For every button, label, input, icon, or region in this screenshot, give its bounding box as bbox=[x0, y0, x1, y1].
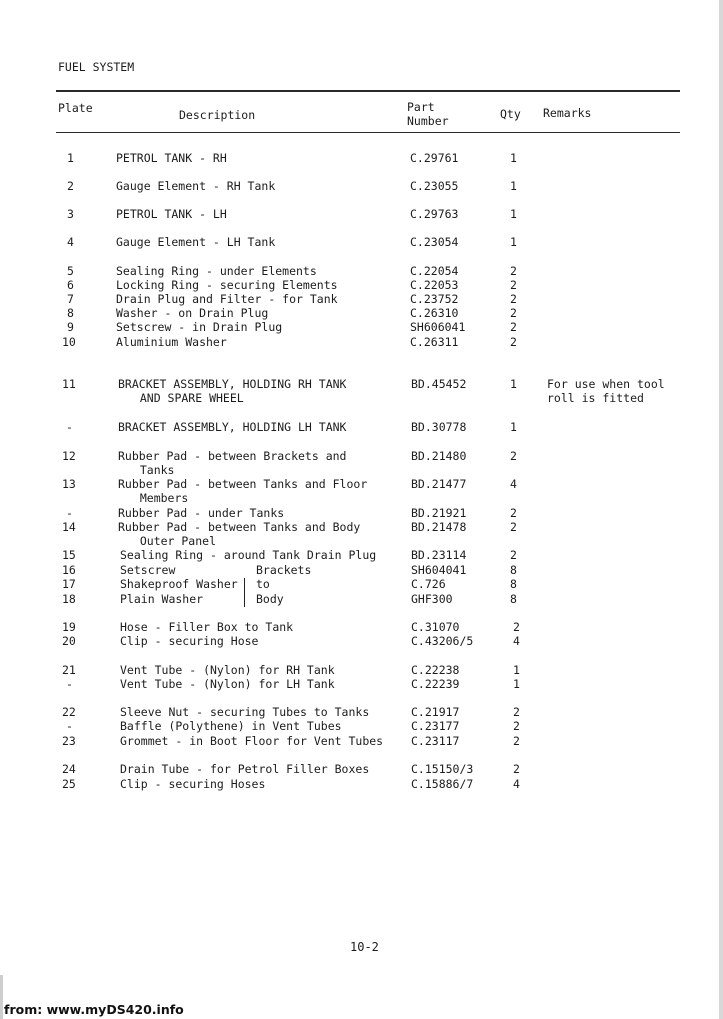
plate-number: 11 bbox=[62, 377, 76, 391]
header-top-rule bbox=[56, 90, 680, 92]
part-number: C.22239 bbox=[411, 677, 460, 691]
part-description: Gauge Element - LH Tank bbox=[116, 235, 276, 249]
quantity: 4 bbox=[513, 634, 520, 648]
part-description: Hose - Filler Box to Tank bbox=[120, 620, 294, 634]
part-description: Rubber Pad - under Tanks bbox=[118, 506, 285, 520]
part-description: Sleeve Nut - securing Tubes to Tanks bbox=[120, 705, 370, 719]
quantity: 1 bbox=[513, 677, 520, 691]
part-description: BRACKET ASSEMBLY, HOLDING RH TANK bbox=[118, 377, 347, 391]
plate-number: 5 bbox=[67, 264, 74, 278]
plate-number: 22 bbox=[62, 705, 76, 719]
part-description: Gauge Element - RH Tank bbox=[116, 179, 276, 193]
plate-number: 2 bbox=[67, 179, 74, 193]
part-description: Washer - on Drain Plug bbox=[116, 306, 269, 320]
section-title: FUEL SYSTEM bbox=[58, 60, 135, 74]
part-number: BD.23114 bbox=[411, 548, 467, 562]
part-number: BD.21477 bbox=[411, 477, 467, 491]
part-number: C.23117 bbox=[411, 734, 460, 748]
part-number: C.22053 bbox=[410, 278, 459, 292]
header-bottom-rule bbox=[56, 132, 680, 133]
quantity: 2 bbox=[510, 278, 517, 292]
quantity: 2 bbox=[510, 449, 517, 463]
plate-number: 8 bbox=[67, 306, 74, 320]
part-number: SH604041 bbox=[411, 563, 467, 577]
header-description: Description bbox=[179, 108, 256, 122]
quantity: 2 bbox=[510, 320, 517, 334]
quantity: 2 bbox=[510, 306, 517, 320]
part-number: BD.45452 bbox=[411, 377, 467, 391]
plate-number: 13 bbox=[62, 477, 76, 491]
quantity: 2 bbox=[513, 734, 520, 748]
quantity: 2 bbox=[510, 264, 517, 278]
quantity: 2 bbox=[513, 762, 520, 776]
remarks-cont: roll is fitted bbox=[547, 391, 644, 405]
header-remarks: Remarks bbox=[543, 106, 592, 120]
plate-number: 19 bbox=[62, 620, 76, 634]
plate-number: - bbox=[66, 677, 73, 691]
plate-number: - bbox=[66, 719, 73, 733]
source-footer: from: www.myDS420.info bbox=[4, 1002, 184, 1017]
part-description: Grommet - in Boot Floor for Vent Tubes bbox=[120, 734, 384, 748]
plate-number: 6 bbox=[67, 278, 74, 292]
plate-number: 14 bbox=[62, 520, 76, 534]
quantity: 2 bbox=[513, 705, 520, 719]
part-number: C.23752 bbox=[410, 292, 459, 306]
quantity: 2 bbox=[510, 292, 517, 306]
part-description: Baffle (Polythene) in Vent Tubes bbox=[120, 719, 342, 733]
part-description: Plain Washer bbox=[120, 592, 204, 606]
plate-number: 3 bbox=[67, 207, 74, 221]
plate-number: 4 bbox=[67, 235, 74, 249]
part-description-cont: Tanks bbox=[126, 463, 175, 477]
part-description: Sealing Ring - around Tank Drain Plug bbox=[120, 548, 377, 562]
part-description: Sealing Ring - under Elements bbox=[116, 264, 317, 278]
plate-number: 7 bbox=[67, 292, 74, 306]
header-qty: Qty bbox=[500, 107, 521, 121]
plate-number: 9 bbox=[67, 320, 74, 334]
part-description: Shakeproof Washer bbox=[120, 577, 238, 591]
part-description: Rubber Pad - between Tanks and Floor bbox=[118, 477, 368, 491]
header-part: Part bbox=[407, 100, 435, 114]
part-description: Rubber Pad - between Brackets and bbox=[118, 449, 347, 463]
part-description: Vent Tube - (Nylon) for LH Tank bbox=[120, 677, 335, 691]
part-description-cont: Members bbox=[126, 491, 189, 505]
quantity: 1 bbox=[510, 420, 517, 434]
part-number: C.29761 bbox=[410, 151, 459, 165]
part-description-bracket: Brackets bbox=[256, 563, 312, 577]
quantity: 1 bbox=[510, 235, 517, 249]
plate-number: 24 bbox=[62, 762, 76, 776]
part-description: PETROL TANK - RH bbox=[116, 151, 227, 165]
quantity: 2 bbox=[510, 548, 517, 562]
part-number: C.15886/7 bbox=[411, 777, 474, 791]
part-number: C.22238 bbox=[411, 663, 460, 677]
plate-number: 1 bbox=[67, 151, 74, 165]
quantity: 4 bbox=[510, 477, 517, 491]
page-number: 10-2 bbox=[350, 940, 379, 954]
header-number: Number bbox=[407, 114, 449, 128]
bracket-divider bbox=[244, 578, 245, 607]
part-number: C.26311 bbox=[410, 335, 459, 349]
part-number: C.15150/3 bbox=[411, 762, 474, 776]
remarks: For use when tool bbox=[547, 377, 665, 391]
quantity: 1 bbox=[513, 663, 520, 677]
quantity: 1 bbox=[510, 207, 517, 221]
part-number: BD.21480 bbox=[411, 449, 467, 463]
header-plate: Plate bbox=[58, 101, 93, 115]
part-description-bracket: to bbox=[256, 577, 270, 591]
part-description: Clip - securing Hoses bbox=[120, 777, 266, 791]
quantity: 8 bbox=[510, 563, 517, 577]
part-description-bracket: Body bbox=[256, 592, 284, 606]
plate-number: - bbox=[66, 420, 73, 434]
plate-number: 10 bbox=[62, 335, 76, 349]
part-number: C.26310 bbox=[410, 306, 459, 320]
part-description: BRACKET ASSEMBLY, HOLDING LH TANK bbox=[118, 420, 347, 434]
part-number: BD.21478 bbox=[411, 520, 467, 534]
part-number: C.23055 bbox=[410, 179, 459, 193]
quantity: 2 bbox=[513, 719, 520, 733]
part-number: C.23054 bbox=[410, 235, 459, 249]
quantity: 8 bbox=[510, 577, 517, 591]
scan-edge bbox=[719, 0, 723, 1019]
part-description-cont: AND SPARE WHEEL bbox=[126, 391, 244, 405]
plate-number: 18 bbox=[62, 592, 76, 606]
part-description: Drain Plug and Filter - for Tank bbox=[116, 292, 338, 306]
plate-number: 15 bbox=[62, 548, 76, 562]
part-description: Drain Tube - for Petrol Filler Boxes bbox=[120, 762, 370, 776]
quantity: 2 bbox=[510, 506, 517, 520]
part-number: C.43206/5 bbox=[411, 634, 474, 648]
plate-number: 25 bbox=[62, 777, 76, 791]
part-number: C.726 bbox=[411, 577, 446, 591]
part-number: BD.21921 bbox=[411, 506, 467, 520]
part-description: Rubber Pad - between Tanks and Body bbox=[118, 520, 361, 534]
quantity: 2 bbox=[513, 620, 520, 634]
part-number: C.23177 bbox=[411, 719, 460, 733]
part-description: PETROL TANK - LH bbox=[116, 207, 227, 221]
part-number: C.22054 bbox=[410, 264, 459, 278]
quantity: 2 bbox=[510, 335, 517, 349]
plate-number: 21 bbox=[62, 663, 76, 677]
scan-edge-left bbox=[0, 975, 3, 1019]
part-description: Aluminium Washer bbox=[116, 335, 227, 349]
part-description-cont: Outer Panel bbox=[126, 534, 217, 548]
quantity: 1 bbox=[510, 179, 517, 193]
plate-number: 16 bbox=[62, 563, 76, 577]
quantity: 1 bbox=[510, 151, 517, 165]
part-number: GHF300 bbox=[411, 592, 453, 606]
part-number: C.31070 bbox=[411, 620, 460, 634]
quantity: 1 bbox=[510, 377, 517, 391]
part-number: SH606041 bbox=[410, 320, 466, 334]
part-number: C.29763 bbox=[410, 207, 459, 221]
plate-number: - bbox=[66, 506, 73, 520]
part-description: Locking Ring - securing Elements bbox=[116, 278, 338, 292]
part-description: Clip - securing Hose bbox=[120, 634, 259, 648]
part-description: Setscrew - in Drain Plug bbox=[116, 320, 283, 334]
quantity: 2 bbox=[510, 520, 517, 534]
part-description: Setscrew bbox=[120, 563, 176, 577]
part-description: Vent Tube - (Nylon) for RH Tank bbox=[120, 663, 335, 677]
plate-number: 20 bbox=[62, 634, 76, 648]
part-number: BD.30778 bbox=[411, 420, 467, 434]
part-number: C.21917 bbox=[411, 705, 460, 719]
plate-number: 12 bbox=[62, 449, 76, 463]
quantity: 4 bbox=[513, 777, 520, 791]
plate-number: 17 bbox=[62, 577, 76, 591]
plate-number: 23 bbox=[62, 734, 76, 748]
quantity: 8 bbox=[510, 592, 517, 606]
